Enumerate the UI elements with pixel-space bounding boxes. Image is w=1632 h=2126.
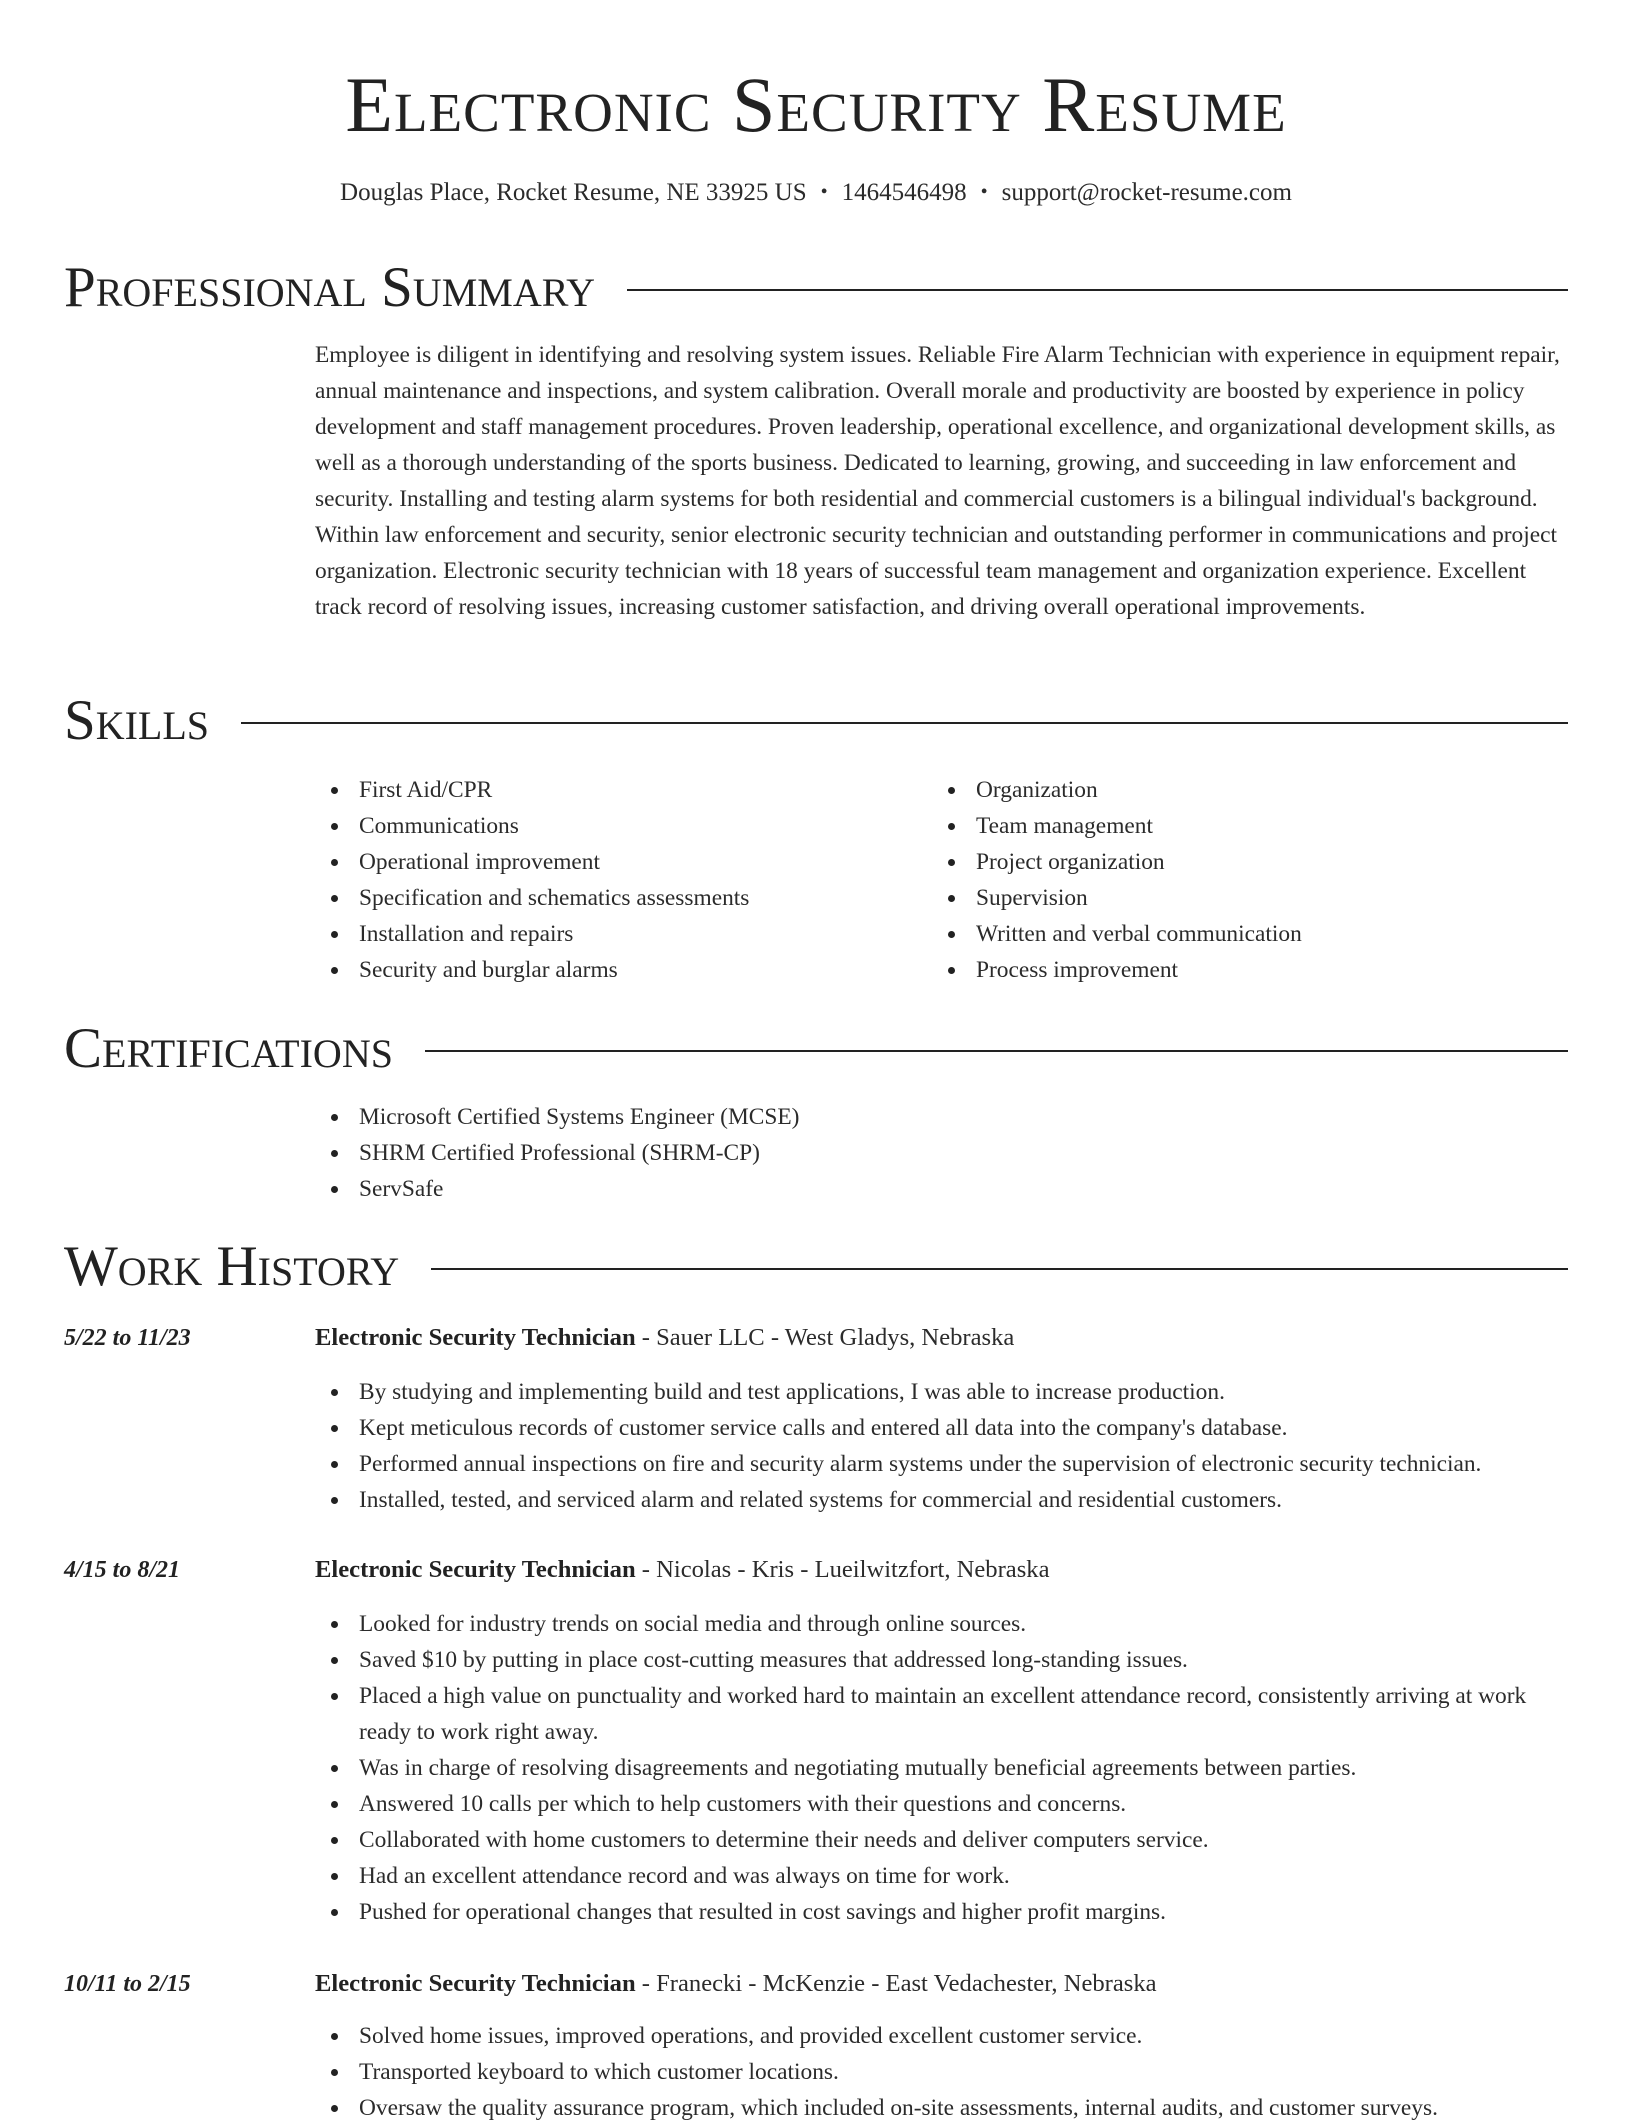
skill-item: Operational improvement [315, 844, 915, 880]
skill-item: Team management [932, 808, 1532, 844]
skills-list-right [932, 772, 1532, 988]
job-header [315, 1552, 1570, 1588]
contact-separator: • [980, 181, 988, 203]
skill-item: Written and verbal communication [932, 916, 1532, 952]
work-history-heading: Work History [64, 1235, 400, 1298]
skill-item: First Aid/CPR [315, 772, 915, 808]
job-bullet-list [315, 1374, 1570, 1518]
section-divider [627, 289, 1568, 291]
certification-item: SHRM Certified Professional (SHRM-CP) [315, 1135, 1570, 1171]
skill-item: Supervision [932, 880, 1532, 916]
certifications-section-header [64, 1017, 1568, 1081]
job-bullet: Pushed for operational changes that resulted in cost savings and higher profit margins. [315, 1894, 1570, 1930]
job-title: Electronic Security Technician [315, 1556, 636, 1583]
job-bullet: Collaborated with home customers to determine their needs and deliver computers service. [315, 1822, 1570, 1858]
job-header [315, 1320, 1570, 1356]
job-dates: 5/22 to 11/23 [64, 1325, 191, 1351]
skill-item: Security and burglar alarms [315, 952, 915, 988]
job-bullet: Had an excellent attendance record and was always on time for work. [315, 1858, 1570, 1894]
skill-item: Organization [932, 772, 1532, 808]
contact-separator: • [820, 181, 828, 203]
contact-phone: 1464546498 [841, 179, 967, 206]
section-divider [425, 1050, 1568, 1052]
contact-email: support@rocket-resume.com [1001, 179, 1292, 206]
certifications-heading: Certifications [64, 1017, 393, 1080]
certification-item: Microsoft Certified Systems Engineer (MCSE) [315, 1099, 1570, 1135]
contact-address: Douglas Place, Rocket Resume, NE 33925 US [340, 179, 807, 206]
job-bullet: Installed, tested, and serviced alarm and related systems for commercial and residential customers. [315, 1482, 1570, 1518]
resume-title: Electronic Security Resume [345, 61, 1287, 148]
job-title: Electronic Security Technician [315, 1970, 636, 1997]
job-employer: - Nicolas - Kris - Lueilwitzfort, Nebraska [635, 1556, 1050, 1583]
job-bullet: Performed annual inspections on fire and security alarm systems under the supervision of electronic security technician. [315, 1446, 1570, 1482]
job-bullet: Answered 10 calls per which to help customers with their questions and concerns. [315, 1786, 1570, 1822]
certification-item: ServSafe [315, 1171, 1570, 1207]
job-employer: - Franecki - McKenzie - East Vedachester, Nebraska [635, 1970, 1157, 1997]
skill-item: Process improvement [932, 952, 1532, 988]
summary-text: Employee is diligent in identifying and resolving system issues. Reliable Fire Alarm Technician with experience in equipment repair, annual maintenance and inspections, and system calibration. Overall morale and productivity are boosted by experience in policy development and staff management procedures. Proven leadership, operational excellence, and organizational development skills, as well as a thorough understanding of the sports business. Dedicated to learning, growing, and succeeding in law enforcement and security. Installing and testing alarm systems for both residential and commercial customers is a bilingual individual's background. Within law enforcement and security, senior electronic security technician and outstanding performer in communications and project organization. Electronic security technician with 18 years of successful team management and organization experience. Excellent track record of resolving issues, increasing customer satisfaction, and driving overall operational improvements. [315, 342, 1560, 620]
skill-item: Communications [315, 808, 915, 844]
contact-line [0, 174, 1632, 211]
skill-item: Installation and repairs [315, 916, 915, 952]
job-employer: - Sauer LLC - West Gladys, Nebraska [635, 1324, 1015, 1351]
job-bullet: Was in charge of resolving disagreements and negotiating mutually beneficial agreements between parties. [315, 1750, 1570, 1786]
job-bullet: Placed a high value on punctuality and worked hard to maintain an excellent attendance record, consistently arriving at work ready to work right away. [315, 1678, 1570, 1750]
work-history-section-header [64, 1235, 1568, 1299]
section-divider [431, 1268, 1568, 1270]
skill-item: Project organization [932, 844, 1532, 880]
skills-heading: Skills [64, 689, 210, 752]
job-bullet: Saved $10 by putting in place cost-cutting measures that addressed long-standing issues. [315, 1642, 1570, 1678]
job-bullet: Solved home issues, improved operations, and provided excellent customer service. [315, 2018, 1570, 2054]
skills-list-left [315, 772, 915, 988]
section-divider [241, 722, 1568, 724]
skills-section-header [64, 689, 1568, 753]
job-bullet: Kept meticulous records of customer service calls and entered all data into the company's database. [315, 1410, 1570, 1446]
summary-section-header [64, 256, 1568, 320]
job-bullet: By studying and implementing build and test applications, I was able to increase production. [315, 1374, 1570, 1410]
job-dates: 4/15 to 8/21 [64, 1557, 181, 1583]
skill-item: Specification and schematics assessments [315, 880, 915, 916]
job-bullet: Oversaw the quality assurance program, which included on-site assessments, internal audits, and customer surveys. [315, 2090, 1570, 2126]
summary-heading: Professional Summary [64, 256, 596, 319]
job-bullet: Looked for industry trends on social media and through online sources. [315, 1606, 1570, 1642]
job-dates: 10/11 to 2/15 [64, 1971, 191, 1997]
job-header [315, 1966, 1570, 2002]
job-bullet-list [315, 2018, 1570, 2126]
job-title: Electronic Security Technician [315, 1324, 636, 1351]
job-bullet: Transported keyboard to which customer locations. [315, 2054, 1570, 2090]
job-bullet-list [315, 1606, 1570, 1930]
certifications-list [315, 1099, 1570, 1207]
